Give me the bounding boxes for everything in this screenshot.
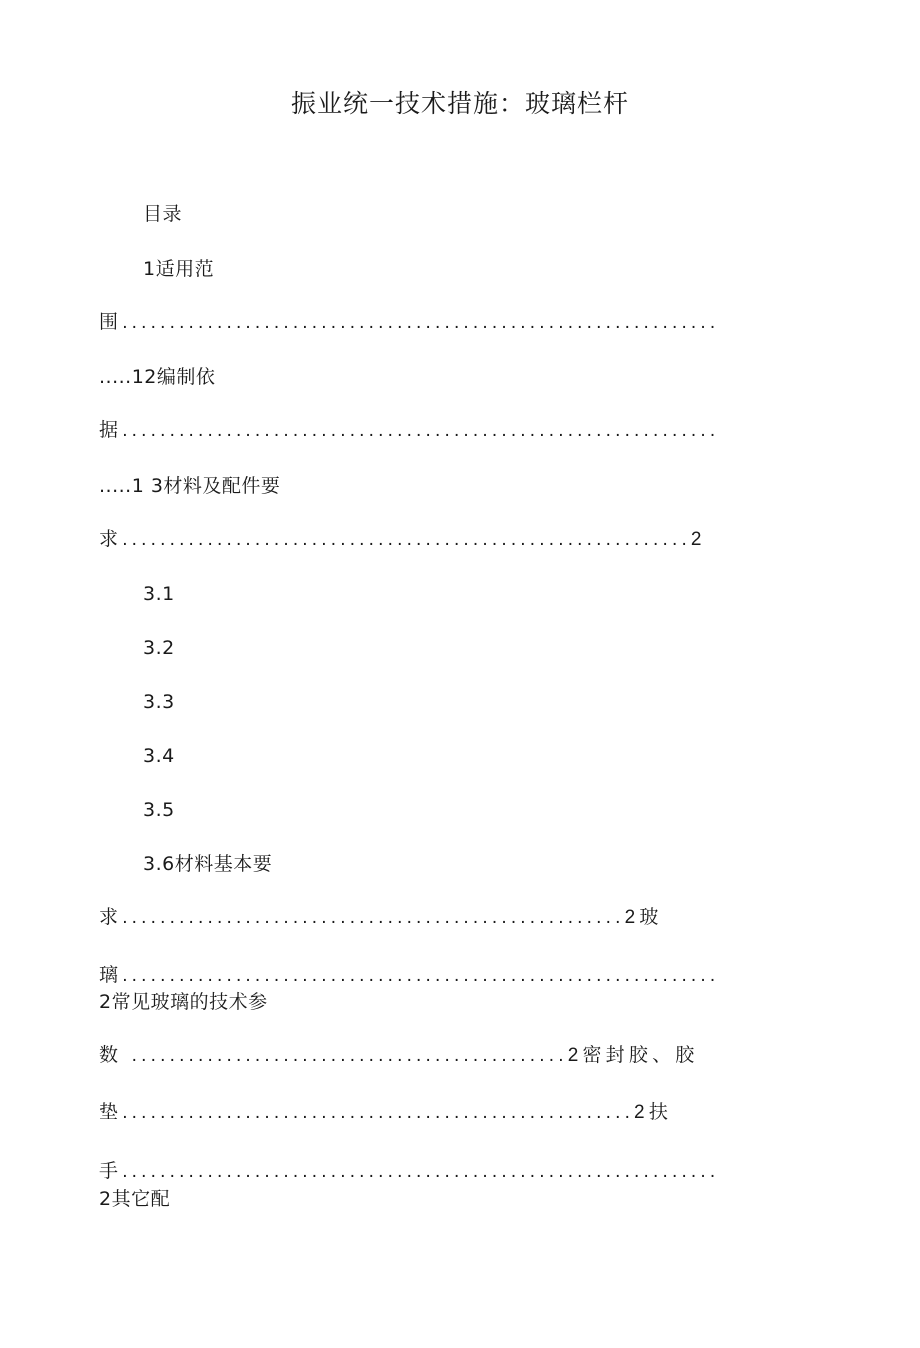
toc-line: 璃............................................................... <box>99 965 720 986</box>
toc-line: 3.1 <box>143 583 175 605</box>
toc-line: 3.2 <box>143 637 175 659</box>
toc-line: 求.....................................................2玻 <box>99 907 663 928</box>
toc-line: 垫......................................................2扶 <box>99 1102 673 1123</box>
toc-line: 3.3 <box>143 691 175 713</box>
toc-line: 围............................................................... <box>99 312 720 333</box>
toc-line: 2常见玻璃的技术参 <box>99 991 268 1013</box>
toc-heading: 目录 <box>143 203 183 225</box>
toc-line: 3.6材料基本要 <box>143 853 273 875</box>
toc-line: 据............................................................... <box>99 420 720 441</box>
toc-line: 3.5 <box>143 799 175 821</box>
toc-line: 1适用范 <box>143 258 215 280</box>
toc-line: 3.4 <box>143 745 175 767</box>
document-title: 振业统一技术措施：玻璃栏杆 <box>290 89 629 118</box>
toc-line: .....1 3材料及配件要 <box>99 475 281 497</box>
toc-line: 手............................................................... <box>99 1161 720 1182</box>
toc-line: .....12编制依 <box>99 366 216 388</box>
toc-line: 数 ..............................................2密封胶、胶 <box>99 1045 699 1066</box>
toc-line: 2其它配 <box>99 1188 171 1210</box>
toc-line: 求............................................................2 <box>99 529 706 550</box>
